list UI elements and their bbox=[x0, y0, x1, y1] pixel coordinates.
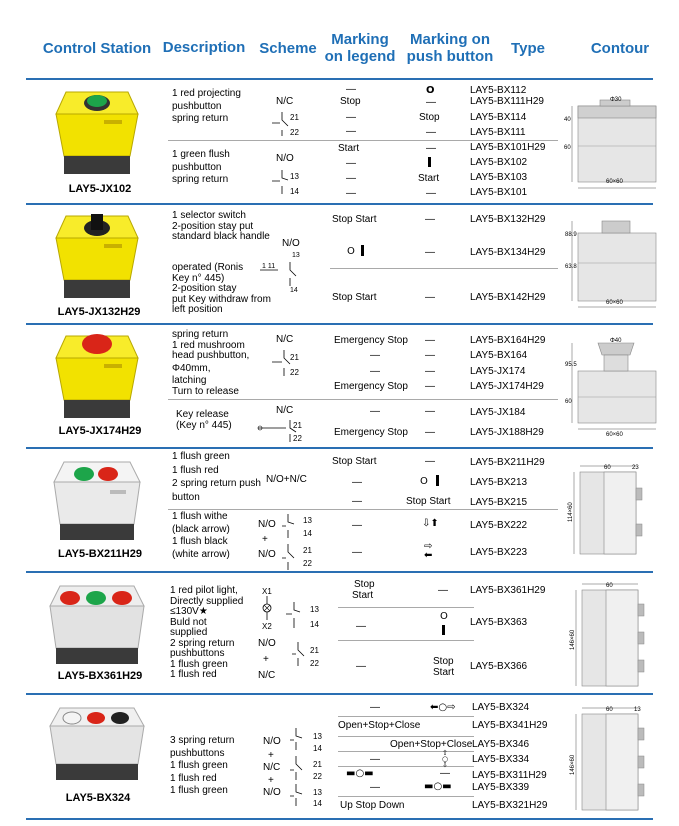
push-marking: — bbox=[425, 456, 435, 467]
sub-divider bbox=[330, 268, 558, 269]
desc-line: 1 red projecting bbox=[172, 88, 241, 99]
row-divider bbox=[26, 693, 653, 695]
scheme-terminal: 21 bbox=[313, 760, 322, 769]
scheme-terminal: 13 bbox=[310, 605, 319, 614]
contour-dim: 88.9 bbox=[565, 232, 577, 238]
legend-marking: Open+Stop+Close bbox=[390, 739, 473, 750]
arrow-stop-arrow-icon: ⬅○⇨ bbox=[430, 702, 456, 713]
scheme-terminal: 13 bbox=[292, 252, 300, 259]
desc-line: latching bbox=[172, 375, 207, 386]
header-description: Description bbox=[162, 39, 246, 56]
scheme-plus: + bbox=[263, 654, 269, 665]
legend-marking: — bbox=[356, 661, 366, 672]
contour-dim: 114×60 bbox=[568, 502, 574, 522]
type-code: LAY5-BX363 bbox=[470, 617, 528, 628]
legend-marking: — bbox=[370, 406, 380, 417]
scheme-contact: N/C bbox=[276, 334, 294, 345]
header-marking-push-line2: push button bbox=[406, 48, 494, 65]
sub-divider bbox=[338, 796, 474, 797]
legend-marking: Open+Stop+Close bbox=[338, 720, 421, 731]
desc-line: standard black handle bbox=[172, 231, 270, 242]
station-name: LAY5-BX361H29 bbox=[57, 670, 143, 682]
scheme-terminal: 13 bbox=[303, 516, 312, 525]
row-divider bbox=[26, 203, 653, 205]
scheme-contact: N/O bbox=[258, 638, 276, 649]
sub-divider bbox=[338, 751, 474, 752]
sub-divider bbox=[338, 766, 474, 767]
type-code: LAY5-BX211H29 bbox=[470, 457, 545, 468]
scheme-terminal: 13 bbox=[313, 732, 322, 741]
desc-line: operated (Ronis bbox=[172, 262, 244, 273]
desc-line: Φ40mm, bbox=[172, 362, 211, 374]
type-code: LAY5-BX111H29 bbox=[470, 96, 544, 107]
station-name: LAY5-BX324 bbox=[65, 792, 131, 804]
legend-marking: — bbox=[346, 126, 356, 137]
type-code: LAY5-JX174H29 bbox=[470, 381, 544, 392]
sub-divider bbox=[338, 640, 474, 641]
type-code: LAY5-BX334 bbox=[472, 754, 530, 765]
legend-marking: — bbox=[356, 621, 366, 632]
scheme-terminal: 13 bbox=[290, 172, 299, 181]
scheme-contact: N/O bbox=[258, 519, 276, 530]
type-code: LAY5-BX339 bbox=[472, 782, 530, 793]
type-code: LAY5-BX324 bbox=[472, 702, 530, 713]
desc-line: Buld not bbox=[170, 616, 207, 628]
contour-dim: 146×60 bbox=[570, 629, 576, 650]
row-divider bbox=[26, 571, 653, 573]
scheme-terminal: 14 bbox=[313, 799, 322, 808]
bar-i-icon bbox=[428, 157, 431, 167]
push-marking: — bbox=[425, 292, 435, 303]
legend-marking: Stop bbox=[340, 96, 361, 107]
push-marking: — bbox=[425, 366, 435, 377]
push-marking: — bbox=[426, 188, 436, 199]
desc-line: 1 selector switch bbox=[172, 210, 246, 221]
scheme-terminal: 22 bbox=[313, 772, 322, 781]
legend-marking: — bbox=[346, 173, 356, 184]
legend-marking: Stop Start bbox=[332, 214, 377, 225]
contour-dim: 23 bbox=[632, 465, 639, 471]
arrow-left-right-icon: ⇨ ⬅ bbox=[424, 541, 433, 561]
push-marking: Stop bbox=[433, 656, 454, 667]
legend-marking: — bbox=[346, 158, 356, 169]
description-text bbox=[170, 736, 234, 797]
contour-dim: 40 bbox=[564, 117, 571, 123]
push-marking: Start bbox=[433, 667, 455, 678]
legend-marking: Start bbox=[352, 590, 374, 601]
contour-dim: 60×60 bbox=[606, 432, 623, 438]
scheme-terminal: 14 bbox=[310, 620, 319, 629]
scheme-terminal: 21 bbox=[310, 646, 319, 655]
station-name: LAY5-JX132H29 bbox=[57, 306, 141, 318]
legend-marking: — bbox=[352, 520, 362, 531]
legend-marking: Up Stop Down bbox=[340, 800, 405, 811]
push-marking: — bbox=[425, 427, 435, 438]
type-code: LAY5-BX164H29 bbox=[470, 335, 546, 346]
desc-line: left position bbox=[172, 304, 223, 315]
legend-marking: — bbox=[370, 702, 380, 713]
circle-o-icon: O bbox=[440, 611, 448, 622]
contour-dim: 60 bbox=[604, 465, 611, 471]
desc-line: Key release bbox=[176, 409, 229, 420]
type-code: LAY5-JX174 bbox=[470, 366, 526, 377]
desc-line: Key n° 445) bbox=[172, 272, 225, 284]
push-marking: Stop bbox=[419, 112, 440, 123]
type-code: LAY5-BX142H29 bbox=[470, 292, 546, 303]
legend-marking: Emergency Stop bbox=[334, 381, 408, 392]
legend-marking: Emergency Stop bbox=[334, 335, 408, 346]
type-code: LAY5-BX346 bbox=[472, 739, 530, 750]
scheme-contact: N/O bbox=[258, 549, 276, 560]
desc-line: 1 flush withe bbox=[172, 511, 228, 522]
description-text bbox=[172, 211, 270, 243]
sub-divider bbox=[338, 736, 474, 737]
desc-line: Turn to release bbox=[172, 385, 239, 397]
desc-line: pushbutton bbox=[172, 100, 222, 112]
legend-marking: — bbox=[370, 754, 380, 765]
header-marking-legend-line2: on legend bbox=[324, 48, 396, 65]
scheme-contact: N/O+N/C bbox=[266, 474, 307, 485]
sub-divider bbox=[338, 716, 474, 717]
type-code: LAY5-BX164 bbox=[470, 350, 528, 361]
desc-line: (Key n° 445) bbox=[176, 419, 232, 431]
legend-marking: — bbox=[440, 768, 450, 779]
desc-line: head pushbutton, bbox=[172, 350, 250, 361]
legend-marking: — bbox=[346, 84, 356, 95]
desc-line: pushbutton bbox=[172, 161, 222, 173]
desc-line: 1 flush red bbox=[170, 669, 217, 680]
type-code: LAY5-BX103 bbox=[470, 172, 528, 183]
scheme-terminal: 22 bbox=[293, 434, 302, 443]
scheme-plus: + bbox=[262, 534, 268, 545]
type-code: LAY5-BX311H29 bbox=[472, 770, 547, 781]
push-marking: — bbox=[425, 247, 435, 258]
description-text bbox=[172, 330, 249, 397]
scheme-contact: N/O bbox=[263, 787, 281, 798]
row-divider bbox=[26, 323, 653, 325]
desc-line: 2 spring return push bbox=[172, 478, 261, 489]
bar-i-icon bbox=[442, 625, 445, 635]
bar-i-icon bbox=[436, 475, 439, 486]
scheme-contact: N/C bbox=[276, 405, 294, 416]
station-name: LAY5-BX211H29 bbox=[58, 548, 142, 560]
scheme-contact: N/C bbox=[263, 762, 281, 773]
type-code: LAY5-BX101 bbox=[470, 187, 528, 198]
scheme-terminal: 21 bbox=[293, 421, 302, 430]
legend-marking: — bbox=[352, 477, 362, 488]
legend-marking: — bbox=[370, 350, 380, 361]
push-marking: Start bbox=[418, 173, 440, 184]
arrow-stop-bar-icon: ▬○▬ bbox=[346, 768, 374, 779]
header-control-station: Control Station bbox=[42, 40, 152, 57]
desc-line: 1 flush green bbox=[172, 451, 230, 462]
row-divider bbox=[26, 78, 653, 80]
desc-line: 3 spring return bbox=[170, 735, 235, 746]
desc-line: 2-position stay put bbox=[172, 220, 254, 232]
legend-marking: — bbox=[370, 782, 380, 793]
desc-line: 1 red mushroom bbox=[172, 339, 245, 351]
scheme-plus: + bbox=[268, 775, 274, 786]
desc-line: 1 flush green bbox=[170, 658, 228, 670]
type-code: LAY5-BX114 bbox=[470, 112, 527, 123]
sub-divider bbox=[168, 509, 558, 510]
desc-line: 2 spring return bbox=[170, 637, 235, 649]
contour-dim: 60 bbox=[606, 583, 613, 589]
legend-marking: Emergency Stop bbox=[334, 427, 408, 438]
legend-marking: — bbox=[346, 188, 356, 199]
scheme-terminal: 21 bbox=[290, 353, 299, 362]
type-code: LAY5-BX341H29 bbox=[472, 720, 548, 731]
description-text bbox=[172, 452, 261, 503]
header-contour: Contour bbox=[590, 40, 650, 57]
scheme-terminal: X1 bbox=[262, 587, 272, 596]
scheme-contact: N/O bbox=[276, 153, 294, 164]
scheme-contact: N/O bbox=[263, 736, 281, 747]
type-code: LAY5-BX101H29 bbox=[470, 142, 546, 153]
circle-o-icon: O bbox=[420, 476, 428, 487]
desc-line: pushbuttons bbox=[170, 648, 225, 659]
push-marking: — bbox=[426, 127, 436, 138]
legend-marking: Start bbox=[338, 143, 360, 154]
row-divider bbox=[26, 447, 653, 449]
desc-line: Directly supplied bbox=[170, 595, 244, 607]
scheme-terminal: 22 bbox=[290, 368, 299, 377]
description-text bbox=[172, 263, 271, 316]
desc-line: 1 flush green bbox=[170, 785, 228, 796]
desc-line: 1 flush green bbox=[170, 760, 228, 771]
scheme-key: 1 11 bbox=[262, 263, 276, 270]
scheme-contact: N/O bbox=[282, 238, 300, 249]
desc-line: pushbuttons bbox=[170, 747, 225, 759]
desc-line: put Key withdraw from bbox=[172, 293, 271, 305]
description-text bbox=[172, 150, 230, 186]
circle-o-icon: O bbox=[426, 85, 435, 96]
contour-dim: 146×60 bbox=[570, 754, 576, 775]
scheme-contact: N/C bbox=[276, 96, 294, 107]
push-marking: — bbox=[438, 585, 448, 596]
legend-marking: Stop Start bbox=[332, 456, 377, 467]
desc-line: ≤130V★ bbox=[170, 606, 208, 617]
type-code: LAY5-BX134H29 bbox=[470, 247, 546, 258]
contour-dim: 60×60 bbox=[606, 179, 623, 185]
desc-line: 1 red pilot light, bbox=[170, 585, 238, 596]
scheme-terminal: 21 bbox=[290, 113, 299, 122]
scheme-terminal: 14 bbox=[290, 287, 298, 294]
scheme-terminal: 22 bbox=[303, 559, 312, 568]
description-text bbox=[176, 410, 232, 431]
push-marking: — bbox=[425, 335, 435, 346]
arrow-up-stop-down-icon: ⇧ ○ ⇩ bbox=[442, 749, 449, 769]
type-code: LAY5-BX366 bbox=[470, 661, 528, 672]
type-code: LAY5-JX184 bbox=[470, 407, 526, 418]
type-code: LAY5-BX132H29 bbox=[470, 214, 546, 225]
arrow-stop-bar-icon: ▬○▬ bbox=[424, 781, 452, 792]
desc-line: supplied bbox=[170, 627, 208, 638]
desc-line: spring return bbox=[172, 329, 229, 340]
push-marking: — bbox=[425, 406, 435, 417]
type-code: LAY5-BX321H29 bbox=[472, 800, 548, 811]
contour-dim: 63.8 bbox=[565, 264, 577, 270]
row-divider bbox=[26, 818, 653, 820]
desc-line: spring return bbox=[172, 113, 229, 124]
scheme-terminal: 22 bbox=[310, 659, 319, 668]
description-text bbox=[172, 89, 241, 125]
scheme-contact: N/C bbox=[258, 670, 276, 681]
description-text bbox=[170, 586, 243, 681]
contour-dim: 95.5 bbox=[565, 362, 577, 368]
type-code: LAY5-BX213 bbox=[470, 477, 528, 488]
station-name: LAY5-JX102 bbox=[68, 183, 132, 195]
scheme-terminal: X2 bbox=[262, 622, 272, 631]
sub-divider bbox=[168, 140, 558, 141]
selector-position-icon: O bbox=[347, 246, 355, 257]
desc-line: 1 flush red bbox=[172, 464, 219, 476]
desc-line: (white arrow) bbox=[172, 548, 230, 560]
header-marking-push bbox=[402, 31, 498, 65]
type-code: LAY5-BX222 bbox=[470, 520, 528, 531]
contour-dim: Φ40 bbox=[610, 338, 622, 344]
legend-marking: — bbox=[352, 496, 362, 507]
header-type: Type bbox=[511, 40, 545, 57]
push-marking: — bbox=[425, 350, 435, 361]
header-marking-legend-line1: Marking bbox=[331, 31, 389, 48]
push-marking: — bbox=[425, 214, 435, 225]
type-code: LAY5-BX215 bbox=[470, 497, 528, 508]
contour-dim: 60 bbox=[606, 707, 613, 713]
header-marking-push-line1: Marking on bbox=[409, 31, 490, 48]
push-marking: Stop Start bbox=[406, 496, 451, 507]
contour-dim: 13 bbox=[634, 707, 641, 713]
legend-marking: — bbox=[346, 112, 356, 123]
type-code: LAY5-BX112 bbox=[470, 85, 527, 96]
type-code: LAY5-BX223 bbox=[470, 547, 528, 558]
description-text bbox=[172, 512, 230, 560]
type-code: LAY5-BX102 bbox=[470, 157, 528, 168]
desc-line: 2-position stay bbox=[172, 283, 237, 294]
arrow-down-up-icon: ⇩⬆ bbox=[422, 518, 439, 529]
bar-i-icon bbox=[361, 245, 364, 256]
desc-line: 1 flush black bbox=[172, 536, 228, 547]
scheme-terminal: 13 bbox=[313, 788, 322, 797]
type-code: LAY5-BX111 bbox=[470, 127, 526, 138]
header-scheme: Scheme bbox=[259, 40, 317, 57]
contour-dim: 60 bbox=[565, 399, 572, 405]
legend-marking: Stop bbox=[354, 579, 375, 590]
desc-line: 1 flush red bbox=[170, 772, 217, 784]
desc-line: 1 green flush bbox=[172, 149, 230, 160]
scheme-terminal: 22 bbox=[290, 128, 299, 137]
type-code: LAY5-BX361H29 bbox=[470, 585, 546, 596]
sub-divider bbox=[168, 399, 558, 400]
scheme-terminal: 14 bbox=[303, 529, 312, 538]
legend-marking: — bbox=[370, 366, 380, 377]
contour-dim: Φ30 bbox=[610, 97, 622, 103]
scheme-terminal: 14 bbox=[290, 187, 299, 196]
legend-marking: Stop Start bbox=[332, 292, 377, 303]
legend-marking: — bbox=[352, 547, 362, 558]
desc-line: spring return bbox=[172, 174, 229, 185]
desc-line: button bbox=[172, 491, 200, 503]
push-marking: — bbox=[426, 143, 436, 154]
contour-dim: 60 bbox=[564, 145, 571, 151]
type-code: LAY5-JX188H29 bbox=[470, 427, 544, 438]
desc-line: (black arrow) bbox=[172, 523, 230, 535]
contour-dim: 60×60 bbox=[606, 300, 623, 306]
scheme-terminal: 14 bbox=[313, 744, 322, 753]
sub-divider bbox=[338, 607, 474, 608]
scheme-plus: + bbox=[268, 750, 274, 761]
header-marking-legend bbox=[320, 31, 400, 65]
station-name: LAY5-JX174H29 bbox=[58, 425, 142, 437]
scheme-terminal: 21 bbox=[303, 546, 312, 555]
push-marking: — bbox=[426, 97, 436, 108]
push-marking: — bbox=[425, 381, 435, 392]
